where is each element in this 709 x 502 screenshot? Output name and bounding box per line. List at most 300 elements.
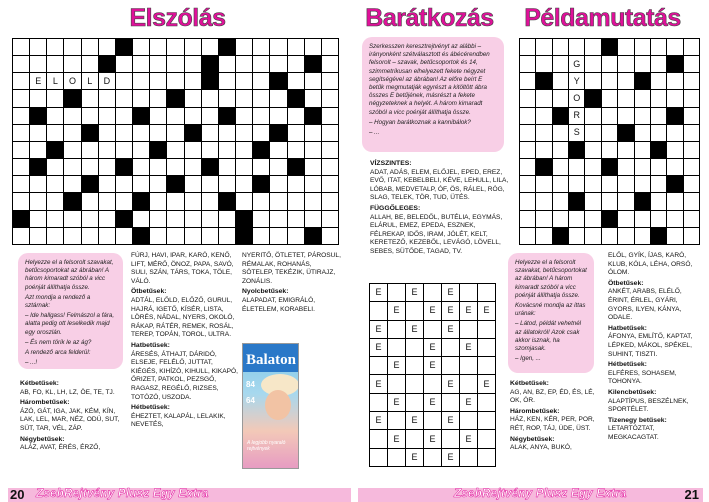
grid-cell[interactable] <box>133 125 149 141</box>
grid-cell[interactable] <box>569 176 584 192</box>
grid-cell[interactable] <box>388 412 405 429</box>
grid-cell[interactable]: L <box>47 73 63 89</box>
grid-cell[interactable] <box>520 39 535 55</box>
grid-cell[interactable] <box>536 176 551 192</box>
grid-cell[interactable] <box>322 159 338 175</box>
grid-cell[interactable] <box>667 159 682 175</box>
grid-cell[interactable] <box>305 193 321 209</box>
grid-cell[interactable] <box>602 108 617 124</box>
grid-cell[interactable] <box>602 90 617 106</box>
grid-cell[interactable] <box>602 228 617 244</box>
grid-cell[interactable] <box>553 211 568 227</box>
grid-cell[interactable] <box>536 125 551 141</box>
grid-cell[interactable] <box>288 56 304 72</box>
grid-cell[interactable] <box>99 176 115 192</box>
grid-cell[interactable] <box>424 412 441 429</box>
grid-cell[interactable] <box>322 193 338 209</box>
grid-cell[interactable] <box>167 125 183 141</box>
grid-cell[interactable] <box>64 159 80 175</box>
grid-cell[interactable] <box>651 193 666 209</box>
grid-cell[interactable] <box>253 73 269 89</box>
grid-cell[interactable] <box>585 108 600 124</box>
grid-cell[interactable] <box>30 90 46 106</box>
grid-cell[interactable] <box>133 176 149 192</box>
grid-cell[interactable] <box>478 412 495 429</box>
grid-cell[interactable] <box>13 73 29 89</box>
grid-cell[interactable] <box>82 142 98 158</box>
grid-cell[interactable] <box>520 73 535 89</box>
grid-cell[interactable] <box>569 211 584 227</box>
grid-cell[interactable] <box>13 176 29 192</box>
grid-cell[interactable] <box>270 142 286 158</box>
grid-cell[interactable] <box>167 108 183 124</box>
grid-cell[interactable] <box>305 39 321 55</box>
grid-cell[interactable] <box>585 176 600 192</box>
grid-cell[interactable]: E <box>30 73 46 89</box>
grid-cell[interactable] <box>13 39 29 55</box>
grid-cell[interactable] <box>236 73 252 89</box>
grid-cell[interactable] <box>651 90 666 106</box>
grid-cell[interactable] <box>288 228 304 244</box>
grid-cell[interactable] <box>370 449 387 466</box>
grid-cell[interactable]: L <box>82 73 98 89</box>
grid-cell[interactable] <box>602 56 617 72</box>
grid-cell[interactable] <box>270 176 286 192</box>
grid-cell[interactable] <box>585 125 600 141</box>
grid-cell[interactable] <box>202 90 218 106</box>
grid-cell[interactable] <box>460 449 477 466</box>
grid-cell[interactable] <box>30 142 46 158</box>
grid-cell[interactable]: E <box>406 412 423 429</box>
grid-cell[interactable] <box>442 357 459 374</box>
grid-cell[interactable] <box>667 125 682 141</box>
grid-cell[interactable] <box>424 321 441 338</box>
grid-cell[interactable] <box>288 193 304 209</box>
grid-cell[interactable] <box>553 159 568 175</box>
grid-cell[interactable] <box>684 142 699 158</box>
grid-cell[interactable] <box>202 228 218 244</box>
grid-cell[interactable] <box>253 108 269 124</box>
grid-cell[interactable] <box>47 108 63 124</box>
grid-cell[interactable] <box>288 211 304 227</box>
grid-cell[interactable] <box>388 284 405 301</box>
grid-cell[interactable] <box>406 430 423 447</box>
grid-cell[interactable] <box>116 228 132 244</box>
grid-cell[interactable] <box>536 56 551 72</box>
grid-cell[interactable] <box>236 193 252 209</box>
grid-cell[interactable] <box>30 125 46 141</box>
grid-cell[interactable] <box>150 73 166 89</box>
grid-cell[interactable] <box>133 211 149 227</box>
grid-cell[interactable] <box>322 142 338 158</box>
grid-cell[interactable] <box>618 108 633 124</box>
grid-cell[interactable] <box>202 193 218 209</box>
grid-cell[interactable] <box>99 193 115 209</box>
grid-cell[interactable]: E <box>442 302 459 319</box>
grid-cell[interactable] <box>520 142 535 158</box>
grid-cell[interactable] <box>667 73 682 89</box>
grid-cell[interactable] <box>82 193 98 209</box>
grid-cell[interactable] <box>684 176 699 192</box>
grid-cell[interactable] <box>478 321 495 338</box>
grid-cell[interactable]: Y <box>569 73 584 89</box>
grid-cell[interactable] <box>270 211 286 227</box>
grid-cell[interactable] <box>460 284 477 301</box>
grid-cell[interactable]: E <box>388 302 405 319</box>
grid-cell[interactable] <box>651 108 666 124</box>
grid-cell[interactable] <box>684 193 699 209</box>
grid-cell[interactable] <box>322 108 338 124</box>
grid-cell[interactable] <box>13 228 29 244</box>
grid-cell[interactable] <box>585 142 600 158</box>
grid-cell[interactable] <box>635 56 650 72</box>
grid-cell[interactable] <box>219 90 235 106</box>
grid-cell[interactable] <box>305 176 321 192</box>
grid-cell[interactable] <box>442 430 459 447</box>
grid-cell[interactable] <box>167 159 183 175</box>
grid-cell[interactable] <box>185 176 201 192</box>
grid-cell[interactable] <box>585 56 600 72</box>
grid-cell[interactable]: E <box>370 375 387 392</box>
grid-cell[interactable] <box>667 142 682 158</box>
grid-cell[interactable] <box>133 39 149 55</box>
grid-cell[interactable]: E <box>460 302 477 319</box>
grid-cell[interactable] <box>442 394 459 411</box>
grid-cell[interactable] <box>667 39 682 55</box>
grid-cell[interactable] <box>635 125 650 141</box>
grid-cell[interactable] <box>185 73 201 89</box>
grid-cell[interactable] <box>82 39 98 55</box>
grid-cell[interactable] <box>47 211 63 227</box>
grid-cell[interactable] <box>150 176 166 192</box>
grid-cell[interactable] <box>322 176 338 192</box>
grid-cell[interactable]: E <box>478 375 495 392</box>
grid-cell[interactable] <box>270 39 286 55</box>
grid-cell[interactable] <box>185 211 201 227</box>
grid-cell[interactable]: E <box>388 357 405 374</box>
grid-cell[interactable] <box>406 302 423 319</box>
grid-cell[interactable] <box>667 90 682 106</box>
grid-cell[interactable] <box>569 159 584 175</box>
grid-cell[interactable] <box>99 142 115 158</box>
grid-cell[interactable]: E <box>424 357 441 374</box>
grid-cell[interactable] <box>116 56 132 72</box>
grid-cell[interactable] <box>270 159 286 175</box>
grid-cell[interactable]: E <box>460 394 477 411</box>
grid-cell[interactable] <box>47 193 63 209</box>
grid-cell[interactable] <box>460 321 477 338</box>
grid-cell[interactable] <box>185 228 201 244</box>
grid-cell[interactable] <box>116 108 132 124</box>
grid-cell[interactable] <box>585 39 600 55</box>
grid-cell[interactable] <box>322 73 338 89</box>
grid-cell[interactable] <box>185 90 201 106</box>
grid-cell[interactable] <box>520 176 535 192</box>
grid-cell[interactable] <box>322 125 338 141</box>
grid-cell[interactable] <box>116 73 132 89</box>
grid-cell[interactable] <box>569 228 584 244</box>
grid-cell[interactable] <box>684 125 699 141</box>
grid-cell[interactable] <box>64 39 80 55</box>
grid-cell[interactable] <box>322 211 338 227</box>
grid-cell[interactable] <box>116 176 132 192</box>
grid-cell[interactable] <box>618 176 633 192</box>
grid-cell[interactable]: E <box>442 375 459 392</box>
grid-cell[interactable] <box>219 56 235 72</box>
grid-cell[interactable] <box>322 56 338 72</box>
grid-cell[interactable] <box>651 159 666 175</box>
grid-cell[interactable] <box>618 211 633 227</box>
grid-cell[interactable] <box>618 159 633 175</box>
grid-cell[interactable]: E <box>424 394 441 411</box>
grid-cell[interactable] <box>478 430 495 447</box>
grid-cell[interactable] <box>536 90 551 106</box>
grid-cell[interactable] <box>288 73 304 89</box>
grid-cell[interactable] <box>635 228 650 244</box>
grid-cell[interactable] <box>322 90 338 106</box>
grid-cell[interactable] <box>370 394 387 411</box>
grid-cell[interactable] <box>116 125 132 141</box>
grid-cell[interactable] <box>370 357 387 374</box>
grid-cell[interactable] <box>520 90 535 106</box>
grid-cell[interactable] <box>47 90 63 106</box>
grid-cell[interactable] <box>64 176 80 192</box>
crossword-grid-middle[interactable] <box>369 283 496 467</box>
grid-cell[interactable] <box>270 193 286 209</box>
crossword-grid-left[interactable] <box>12 38 339 245</box>
grid-cell[interactable] <box>406 375 423 392</box>
grid-cell[interactable] <box>618 73 633 89</box>
grid-cell[interactable] <box>388 339 405 356</box>
grid-cell[interactable] <box>219 159 235 175</box>
grid-cell[interactable] <box>13 125 29 141</box>
grid-cell[interactable] <box>478 449 495 466</box>
grid-cell[interactable] <box>536 211 551 227</box>
grid-cell[interactable] <box>520 159 535 175</box>
grid-cell[interactable] <box>150 193 166 209</box>
grid-cell[interactable] <box>150 108 166 124</box>
grid-cell[interactable] <box>253 159 269 175</box>
grid-cell[interactable]: E <box>388 394 405 411</box>
grid-cell[interactable] <box>236 56 252 72</box>
grid-cell[interactable] <box>202 108 218 124</box>
grid-cell[interactable] <box>99 90 115 106</box>
grid-cell[interactable] <box>167 228 183 244</box>
grid-cell[interactable] <box>602 193 617 209</box>
grid-cell[interactable]: E <box>460 339 477 356</box>
grid-cell[interactable] <box>150 39 166 55</box>
grid-cell[interactable] <box>288 125 304 141</box>
grid-cell[interactable] <box>253 125 269 141</box>
grid-cell[interactable] <box>388 321 405 338</box>
grid-cell[interactable]: D <box>99 73 115 89</box>
grid-cell[interactable] <box>406 339 423 356</box>
grid-cell[interactable]: E <box>370 321 387 338</box>
grid-cell[interactable] <box>305 142 321 158</box>
grid-cell[interactable] <box>82 108 98 124</box>
grid-cell[interactable] <box>635 176 650 192</box>
grid-cell[interactable] <box>99 228 115 244</box>
grid-cell[interactable] <box>618 228 633 244</box>
grid-cell[interactable] <box>520 228 535 244</box>
grid-cell[interactable] <box>667 211 682 227</box>
grid-cell[interactable] <box>30 211 46 227</box>
grid-cell[interactable] <box>635 211 650 227</box>
grid-cell[interactable] <box>305 90 321 106</box>
grid-cell[interactable] <box>553 56 568 72</box>
grid-cell[interactable] <box>185 159 201 175</box>
grid-cell[interactable] <box>424 284 441 301</box>
grid-cell[interactable] <box>219 125 235 141</box>
grid-cell[interactable]: O <box>569 90 584 106</box>
grid-cell[interactable] <box>618 90 633 106</box>
grid-cell[interactable] <box>684 39 699 55</box>
grid-cell[interactable] <box>442 339 459 356</box>
grid-cell[interactable] <box>64 228 80 244</box>
grid-cell[interactable] <box>536 39 551 55</box>
grid-cell[interactable] <box>585 211 600 227</box>
grid-cell[interactable] <box>185 193 201 209</box>
grid-cell[interactable] <box>236 125 252 141</box>
grid-cell[interactable] <box>322 39 338 55</box>
grid-cell[interactable] <box>47 228 63 244</box>
grid-cell[interactable] <box>99 211 115 227</box>
grid-cell[interactable] <box>602 73 617 89</box>
grid-cell[interactable] <box>305 159 321 175</box>
grid-cell[interactable] <box>219 228 235 244</box>
grid-cell[interactable]: E <box>406 449 423 466</box>
grid-cell[interactable] <box>585 228 600 244</box>
grid-cell[interactable] <box>219 73 235 89</box>
grid-cell[interactable] <box>219 176 235 192</box>
grid-cell[interactable] <box>150 228 166 244</box>
grid-cell[interactable] <box>185 56 201 72</box>
grid-cell[interactable] <box>460 357 477 374</box>
grid-cell[interactable] <box>47 159 63 175</box>
grid-cell[interactable] <box>253 39 269 55</box>
grid-cell[interactable] <box>13 90 29 106</box>
grid-cell[interactable] <box>618 56 633 72</box>
grid-cell[interactable] <box>478 357 495 374</box>
grid-cell[interactable] <box>167 73 183 89</box>
grid-cell[interactable] <box>185 142 201 158</box>
grid-cell[interactable]: E <box>388 430 405 447</box>
grid-cell[interactable]: E <box>442 321 459 338</box>
grid-cell[interactable] <box>388 449 405 466</box>
grid-cell[interactable] <box>684 108 699 124</box>
grid-cell[interactable] <box>553 73 568 89</box>
grid-cell[interactable] <box>684 211 699 227</box>
grid-cell[interactable] <box>270 228 286 244</box>
grid-cell[interactable] <box>388 375 405 392</box>
grid-cell[interactable] <box>635 108 650 124</box>
grid-cell[interactable] <box>536 193 551 209</box>
grid-cell[interactable] <box>684 56 699 72</box>
grid-cell[interactable] <box>684 228 699 244</box>
grid-cell[interactable]: G <box>569 56 584 72</box>
grid-cell[interactable] <box>30 39 46 55</box>
grid-cell[interactable] <box>370 430 387 447</box>
grid-cell[interactable] <box>13 193 29 209</box>
grid-cell[interactable] <box>406 357 423 374</box>
grid-cell[interactable] <box>270 90 286 106</box>
grid-cell[interactable] <box>667 228 682 244</box>
grid-cell[interactable]: E <box>370 412 387 429</box>
grid-cell[interactable] <box>167 39 183 55</box>
grid-cell[interactable] <box>219 142 235 158</box>
grid-cell[interactable] <box>536 142 551 158</box>
grid-cell[interactable] <box>185 108 201 124</box>
grid-cell[interactable] <box>13 56 29 72</box>
grid-cell[interactable] <box>478 339 495 356</box>
grid-cell[interactable]: E <box>424 339 441 356</box>
grid-cell[interactable] <box>202 125 218 141</box>
grid-cell[interactable] <box>236 142 252 158</box>
grid-cell[interactable] <box>253 193 269 209</box>
grid-cell[interactable] <box>47 56 63 72</box>
grid-cell[interactable] <box>288 142 304 158</box>
grid-cell[interactable] <box>47 176 63 192</box>
grid-cell[interactable] <box>82 56 98 72</box>
grid-cell[interactable]: E <box>442 412 459 429</box>
grid-cell[interactable] <box>478 284 495 301</box>
grid-cell[interactable] <box>618 39 633 55</box>
grid-cell[interactable] <box>553 125 568 141</box>
grid-cell[interactable] <box>305 211 321 227</box>
grid-cell[interactable] <box>150 159 166 175</box>
grid-cell[interactable]: E <box>406 321 423 338</box>
grid-cell[interactable] <box>64 108 80 124</box>
grid-cell[interactable]: O <box>64 73 80 89</box>
grid-cell[interactable] <box>569 39 584 55</box>
grid-cell[interactable] <box>635 159 650 175</box>
grid-cell[interactable] <box>602 142 617 158</box>
grid-cell[interactable] <box>99 39 115 55</box>
grid-cell[interactable] <box>64 56 80 72</box>
grid-cell[interactable] <box>13 108 29 124</box>
grid-cell[interactable] <box>219 211 235 227</box>
grid-cell[interactable] <box>305 73 321 89</box>
grid-cell[interactable] <box>47 125 63 141</box>
grid-cell[interactable] <box>47 39 63 55</box>
grid-cell[interactable] <box>585 159 600 175</box>
grid-cell[interactable] <box>202 39 218 55</box>
grid-cell[interactable]: S <box>569 125 584 141</box>
grid-cell[interactable] <box>13 159 29 175</box>
grid-cell[interactable] <box>651 73 666 89</box>
crossword-grid-right[interactable] <box>519 38 700 245</box>
grid-cell[interactable] <box>553 193 568 209</box>
grid-cell[interactable] <box>270 108 286 124</box>
grid-cell[interactable] <box>520 108 535 124</box>
grid-cell[interactable] <box>536 108 551 124</box>
grid-cell[interactable] <box>478 394 495 411</box>
grid-cell[interactable] <box>684 90 699 106</box>
grid-cell[interactable]: E <box>478 302 495 319</box>
grid-cell[interactable] <box>424 449 441 466</box>
grid-cell[interactable] <box>82 228 98 244</box>
grid-cell[interactable] <box>185 39 201 55</box>
grid-cell[interactable] <box>553 90 568 106</box>
grid-cell[interactable] <box>236 108 252 124</box>
grid-cell[interactable] <box>116 90 132 106</box>
grid-cell[interactable] <box>684 73 699 89</box>
grid-cell[interactable] <box>667 193 682 209</box>
grid-cell[interactable] <box>30 228 46 244</box>
grid-cell[interactable] <box>424 375 441 392</box>
grid-cell[interactable] <box>520 193 535 209</box>
grid-cell[interactable] <box>635 142 650 158</box>
